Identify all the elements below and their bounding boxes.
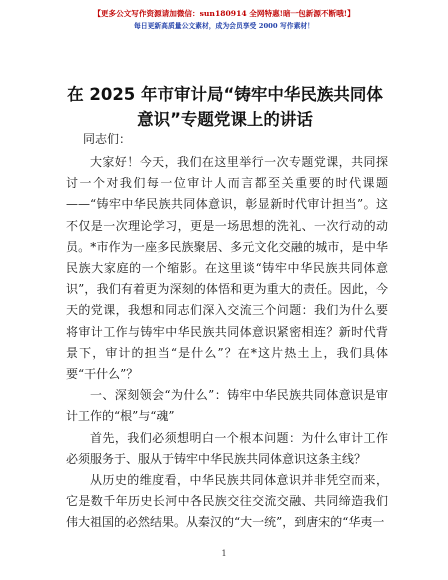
page-number: 1 (221, 549, 227, 558)
body-paragraph: 首先，我们必须想明白一个根本问题：为什么审计工作必须服务于、服从于铸牢中华民族共同体意识这条主线？ (66, 430, 388, 466)
document-title: 在 2025 年市审计局“铸牢中华民族共同体意识”专题党课上的讲话 (67, 85, 383, 129)
promo-banner-line-2: 每日更新高质量公文素材，成为会员享受 2000 写作素材！ (134, 22, 314, 30)
promo-banner (0, 8, 448, 32)
body-paragraph: 从历史的维度看，中华民族共同体意识并非凭空而来，它是数千年历史长河中各民族交往交流交融、共同缔造我们伟大祖国的必然结果。从秦汉的“大一统”，到唐宋的“华夷一 (66, 473, 388, 530)
salutation: 同志们： (83, 132, 132, 146)
document-body (66, 152, 388, 534)
section-heading: 一、深刻领会“为什么”：铸牢中华民族共同体意识是审计工作的“根”与“魂” (66, 388, 388, 424)
body-paragraph: 大家好！今天，我们在这里举行一次专题党课，共同探讨一个对我们每一位审计人而言都至关重要的时代课题——“铸牢中华民族共同体意识，彰显新时代审计担当”。这不仅是一次理论学习，更是一场思想的洗礼、一次行动的动员。*市作为一座多民族聚居、多元文化交融的城市，是中华民族大家庭的一个缩影。在这里谈“铸牢中华民族共同体意识”，我们有着更为深刻的体悟和更为重大的责任。因此，今天的党课，我想和同志们深入交流三个问题：我们为什么要将审计工作与铸牢中华民族共同体意识紧密相连？新时代背景下，审计的担当“是什么”？在*这片热土上，我们具体要“干什么”？ (66, 155, 388, 382)
promo-banner-line-1: 【更多公文写作资源请加微信：sun180914 全网特惠!暗一包新源不断哦!】 (93, 9, 355, 18)
